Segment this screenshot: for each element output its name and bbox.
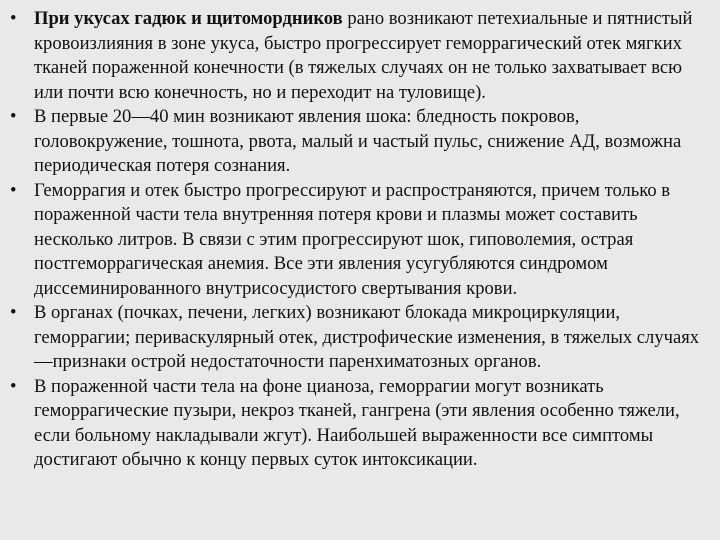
bullet-list [10,7,714,473]
list-item-text: В первые 20—40 мин возникают явления шока: бледность покровов, головокружение, тошнота, рвота, малый и частый пульс, снижение АД, возможна периодическая потеря сознания. [34,106,682,176]
bullet-icon: • [10,302,17,323]
list-item [10,7,714,105]
bullet-icon: • [10,106,17,127]
bullet-icon: • [10,179,17,201]
list-item [10,179,714,302]
list-item [10,105,714,179]
bullet-icon: • [10,8,17,29]
list-item-text: Геморрагия и отек быстро прогрессируют и распространяются, причем только в пораженной части тела внутренняя потеря крови и плазмы может составить несколько литров. В связи с этим прогрессируют шок, гиповолемия, острая постгеморрагическая анемия. Все эти явления усугубляются синдромом диссеминированного внутрисосудистого свертывания крови. [34,179,671,299]
list-item-text: рано возникают петехиальные и пятнистый кровоизлияния в зоне укуса, быстро прогрессирует геморрагический отек мягких тканей пораженной конечности (в тяжелых случаях он не только захватывает всю или почти всю конечность, но и переходит на туловище). [34,8,693,103]
list-item-text: В органах (почках, печени, легких) возникают блокада микроциркуляции, геморрагии; периваскулярный отек, дистрофические изменения, в тяжелых случаях—признаки острой недостаточности паренхиматозных органов. [34,302,700,372]
list-item-bold-lead: При укусах гадюк и щитомордников [34,8,343,29]
list-item [10,375,714,473]
bullet-icon: • [10,375,17,397]
list-item [10,301,714,375]
list-item-text: В пораженной части тела на фоне цианоза, геморрагии могут возникать геморрагические пузыри, некроз тканей, гангрена (эти явления особенно тяжели, если больному накладывали жгут). Наибольшей выраженности все симптомы достигают обычно к концу первых суток интоксикации. [34,375,680,470]
